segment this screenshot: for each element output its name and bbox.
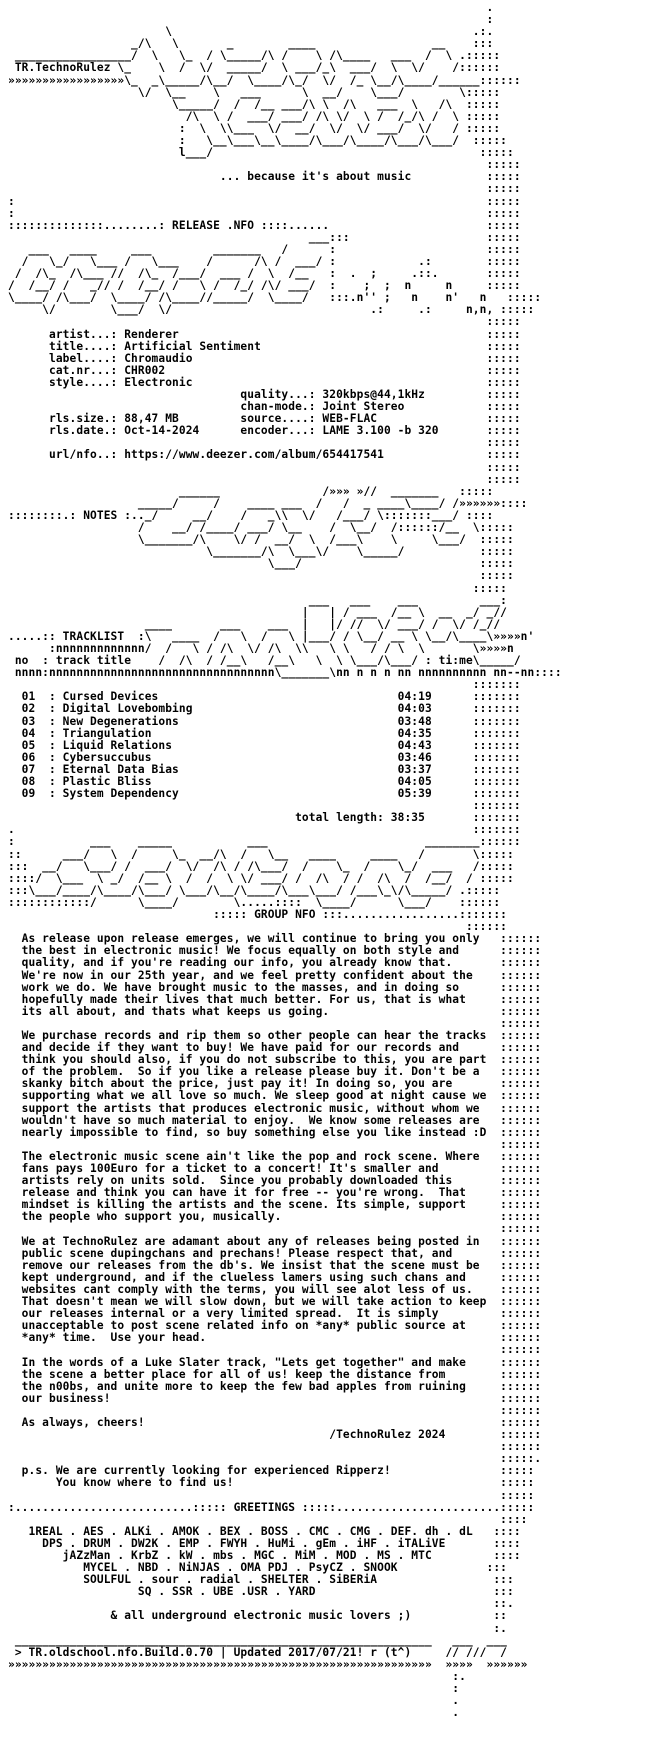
nfo-page [8, 2, 648, 1750]
nfo-text-block: . : \ .:. _/\ \ _ ____ __ ::: _________________/ \ \_ / \_____/\ / \ /\____ ___ / \ .::::: TR.TechnoRulez \_ \ / \/ _____/ \ ___/_\ ___/ \ \/ /:::::: »»»»»»»»»»»»»»»»»\_ _\_____/\__/ \____/\_/ \/ /_ \__/\____/______:::::: \/ \__ \ ___ \ __/ \___/ \::::: \_____/ / /__ ___/\ \ /\ ___ \ /\ ::::: /\ \ / ___/ ___/ /\ \/ \ / /_/\ / \ ::::: : \ \\___ \/ __/ \/ \/ ___/ \/ / ::::: : \__\___\__\____/\___/\____/\___/\___/ ::::: l___/ ::::: ::::: ... because it's about music ::::: ::::: : ::::: : ::::: ::::::::::::::........: RELEASE .NFO ::::...... ::::: ___::: ::::: ___ ____ ___ _______ / : ::::: / \_/ \___ / \___ / /\ / ___/ : .: ::::: / /\_ /\___ // /\_ /___/ ___ / \ /__ : . ; .::. ::::: / /__/ / _// / /__/ / \ / /_/ /\/ ___/ : ; ; n n ::::: \____/ /\___/ \____/ /\____//_____/ \____/ :::.n'' ; n n' n ::::: \/ \___/ \/ .: .: n,n, ::::: ::::: artist...: Renderer ::::: title....: Artificial Sentiment ::::: label....: Chromaudio ::::: cat.nr...: CHR002 ::::: style....: Electronic ::::: quality...: 320kbps@44,1kHz ::::: chan-mode.: Joint Stereo ::::: rls.size.: 88,47 MB source....: WEB-FLAC ::::: rls.date.: Oct-14-2024 encoder...: LAME 3.100 -b 320 ::::: ::::: url/nfo..: https://www.deezer.com/album/654417541 ::::: ::::: ::::: ______ /»»» »// _______ ::::: _____/ / ____ ___ / / _ ____\____/ /»»»»»»:::: ::::::::.: NOTES :.._/ __/ / _\\ \/ /___/ \:::::::___/ :::: / __/ /____/ ___/ \__ / \__/ /::::::/__ \::::: \_______/\ \/ / __/ \ /___\ \ \___/ ::::: \_______/\ \___\/ \_____/ ::::: \___/ ::::: ::::: ::::: ___ ___ ___ ___: | | / ___ /__ \ __ _/ _// ____ ___ ___ | |/ // \/ ___/ / \/ /_// .....:: TRACKLIST :\ ____ / \ / \ |___/ / \__/ __ \ \__/\____\»»»»n' :nnnnnnnnnnnnn/ / \ / /\ \/ /\ \\ \ \ / / \ \ \»»»»n no : track title / /\ / /__\ /__\ \ \ \___/\___/ : ti:me\_____/ nnnn:nnnnnnnnnnnnnnnnnnnnnnnnnnnnnnnnn\_______\nn n n n nn nnnnnnnnnn nn--nn:::: ::::::: 01 : Cursed Devices 04:19 ::::::: 02 : Digital Lovebombing 04:03 ::::::: 03 : New Degenerations 03:48 ::::::: 04 : Triangulation 04:35 ::::::: 05 : Liquid Relations 04:43 ::::::: 06 : Cybersuccubus 03:46 ::::::: 07 : Eternal Data Bias 03:37 ::::::: 08 : Plastic Bliss 04:05 ::::::: 09 : System Dependency 05:39 ::::::: ::::::: total length: 38:35 ::::::: . ::::::: : ___ _____ ___ ________:::::: :: ___/ \ / \_ __/\ / \__ ____ ____ / \::::: ::: __/ \___/ / ___/ \/ /\ / /\___/ / \_ / \_/ ___ /::::: ::::/ \___ \ _/ /__ \ / / \ \/ ___/ / /\ / / /\ / /__/ / ::::: :::\___/____/\____/\___/ \___/\__/\____/\___\___/ /___\_\/\_____/ .::::: ::::::::::::/ \____/ \.....:::: \____/ \___/ :::::: ::::: GROUP NFO :::.................::::::: :::::: As release upon release emerges, we will continue to bring you only :::::: the best in electronic music! We focus equally on both style and :::::: quality, and if you're reading our info, you already know that. :::::: We're now in our 25th year, and we feel pretty confident about the :::::: work we do. We have brought music to the masses, and in doing so :::::: hopefully made their lives that much better. For us, that is what :::::: its all about, and thats what keeps us going. :::::: :::::: We purchase records and rip them so other people can hear the tracks :::::: and decide if they want to buy! We have paid for our records and :::::: think you should also, if you do not subscribe to this, you are part :::::: of the problem. So if you like a release please buy it. Don't be a :::::: skanky bitch about the price, just pay it! In doing so, you are :::::: supporting what we all love so much. We sleep good at night cause we :::::: support the artists that produces electronic music, without whom we :::::: wouldn't have so much material to enjoy. We know some releases are :::::: nearly impossible to find, so buy something else you like instead :D :::::: :::::: The electronic music scene ain't like the pop and rock scene. Where :::::: fans pays 100Euro for a ticket to a concert! It's smaller and :::::: artists rely on units sold. Since you probably downloaded this :::::: release and think you can have it for free -- you're wrong. That :::::: mindset is killing the artists and the scene. Its simple, support :::::: the people who support you, musically. :::::: :::::: We at TechnoRulez are adamant about any of releases being posted in :::::: public scene dupingchans and prechans! Please respect that, and :::::: remove our releases from the db's. We insist that the scene must be :::::: kept underground, and if the clueless lamers using such chans and :::::: websites cant comply with the terms, you will see alot less of us. :::::: That doesn't mean we will slow down, but we will take action to keep :::::: our releases internal or a very limited spread. It is simply :::::: unacceptable to post scene related info on *any* public source at :::::: *any* time. Use your head. :::::: :::::: In the words of a Luke Slater track, "Lets get together" and make :::::: the scene a better place for all of us! keep the distance from :::::: the n00bs, and unite more to keep the few bad apples from ruining :::::: our business! :::::: :::::: As always, cheers! :::::: /TechnoRulez 2024 :::::: :::::: :::::. p.s. We are currently looking for experienced Ripperz! ::::: You know where to find us! ::::: ::::: :..........................::::: GREETINGS :::::........................::::: :::: 1REAL . AES . ALKi . AMOK . BEX . BOSS . CMC . CMG . DEF. dh . dL :::: DPS . DRUM . DW2K . EMP . FWYH . HuMi . gEm . iHF . iTALiVE :::: jAZzMan . KrbZ . kW . mbs . MGC . MiM . MOD . MS . MTC :::: MYCEL . NBD . NiNJAS . OMA PDJ . PsyCZ . SNOOK ::: SOULFUL . sour . radial . SHELTER . SiBERiA ::: SQ . SSR . UBE .USR . YARD ::: ::. & all underground electronic music lovers ;) :: :. _____________________________________________________________ ___ ___ > TR.oldschool.nfo.Build.0.70 | Updated 2017/07/21! r (t^) // /// / »»»»»»»»»»»»»»»»»»»»»»»»»»»»»»»»»»»»»»»»»»»»»»»»»»»»»»»»»»»»»» »»»» »»»»»» :. : . . [8, 2, 562, 1720]
